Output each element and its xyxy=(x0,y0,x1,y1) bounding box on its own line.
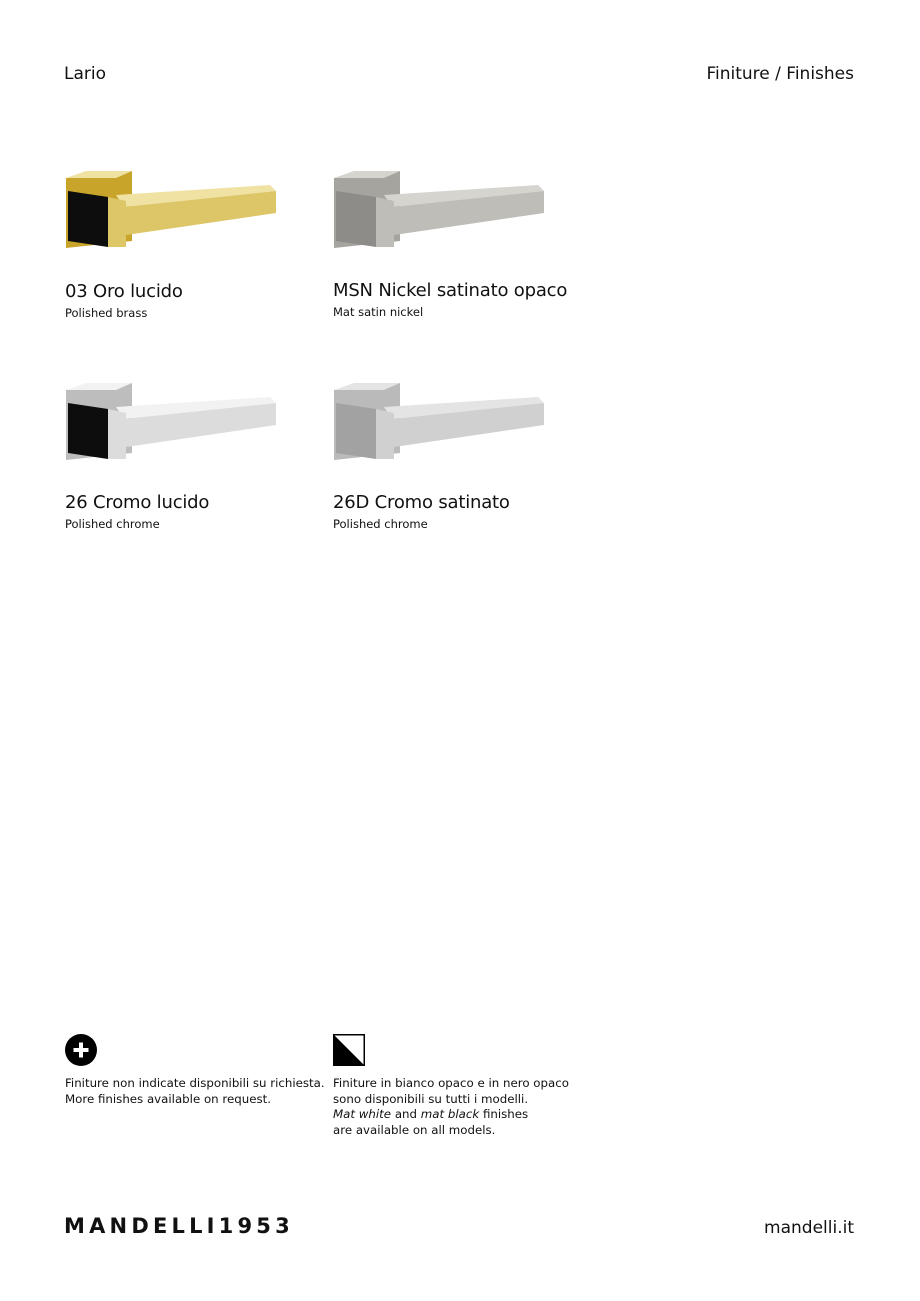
neck-dark xyxy=(336,191,376,247)
plus-circle-icon xyxy=(65,1034,97,1066)
finish-subtitle: Polished chrome xyxy=(333,517,428,531)
note-line: More finishes available on request. xyxy=(65,1091,271,1106)
matte-finishes-note xyxy=(333,1076,569,1138)
note-line: Finiture in bianco opaco e in nero opaco xyxy=(333,1076,569,1090)
and-text: and xyxy=(391,1107,421,1121)
finish-card xyxy=(64,377,278,471)
note-line: sono disponibili su tutti i modelli. xyxy=(333,1091,529,1106)
neck-dark xyxy=(68,191,108,247)
finish-card xyxy=(332,377,546,471)
lever-neck xyxy=(108,197,126,247)
note-line: Finiture non indicate disponibili su richiesta. xyxy=(65,1076,325,1090)
finish-subtitle: Polished brass xyxy=(65,306,148,320)
mat-white-text: Mat white xyxy=(333,1107,392,1121)
more-finishes-note xyxy=(65,1076,325,1107)
note-line: are available on all models. xyxy=(333,1122,496,1137)
finish-card xyxy=(64,165,278,259)
finish-name: 26 Cromo lucido xyxy=(65,492,210,513)
door-handle-image xyxy=(64,377,278,467)
note-line xyxy=(333,1107,569,1123)
lever-neck xyxy=(376,197,394,247)
lever-neck xyxy=(108,409,126,459)
finish-name: MSN Nickel satinato opaco xyxy=(333,280,568,301)
finish-card xyxy=(332,165,546,259)
finish-name: 26D Cromo satinato xyxy=(333,492,510,513)
lever-neck xyxy=(376,409,394,459)
neck-dark xyxy=(336,403,376,459)
door-handle-image xyxy=(332,165,546,255)
door-handle-image xyxy=(64,165,278,255)
finish-name: 03 Oro lucido xyxy=(65,281,183,302)
section-title: Finiture / Finishes xyxy=(706,64,854,84)
website-link[interactable]: mandelli.it xyxy=(764,1218,854,1238)
door-handle-image xyxy=(332,377,546,467)
half-black-square-icon xyxy=(333,1034,365,1066)
finish-subtitle: Mat satin nickel xyxy=(333,305,424,319)
mat-black-text: mat black xyxy=(420,1107,480,1121)
finish-subtitle: Polished chrome xyxy=(65,517,160,531)
neck-dark xyxy=(68,403,108,459)
brand-logo: MANDELLI1953 xyxy=(64,1214,294,1238)
finishes-text: finishes xyxy=(479,1107,529,1121)
collection-title: Lario xyxy=(64,64,107,84)
